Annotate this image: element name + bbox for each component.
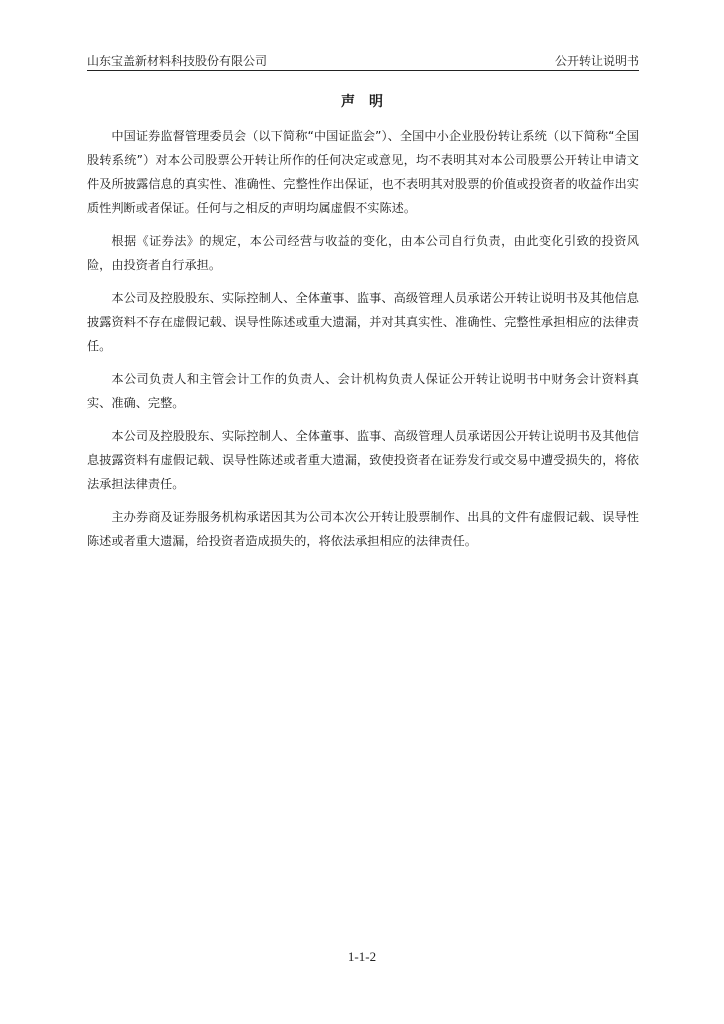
paragraph-financial-guarantee: 本公司负责人和主管会计工作的负责人、会计机构负责人保证公开转让说明书中财务会计资料真实、准确、完整。 bbox=[87, 372, 639, 410]
header-document-type: 公开转让说明书 bbox=[554, 54, 639, 68]
header-divider bbox=[87, 70, 639, 71]
paragraph-securities-law: 根据《证券法》的规定，本公司经营与收益的变化，由本公司自行负责，由此变化引致的投资风险，由投资者自行承担。 bbox=[87, 234, 639, 272]
paragraph-csrc-disclaimer: 中国证券监督管理委员会（以下简称“中国证监会”）、全国中小企业股份转让系统（以下简称“全国股转系统”）对本公司股票公开转让所作的任何决定或意见，均不表明其对本公司股票公开转让申请文件及所披露信息的真实性、准确性、完整性作出保证，也不表明其对股票的价值或投资者的收益作出实质性判断或者保证。任何与之相反的声明均属虚假不实陈述。 bbox=[87, 129, 639, 215]
page-title: 声明 bbox=[341, 94, 397, 110]
paragraph-liability-commitment: 本公司及控股股东、实际控制人、全体董事、监事、高级管理人员承诺因公开转让说明书及其他信息披露资料有虚假记载、误导性陈述或者重大遗漏，致使投资者在证券发行或交易中遭受损失的，将依法承担法律责任。 bbox=[87, 429, 639, 491]
page-header bbox=[87, 52, 639, 70]
paragraph-company-commitment: 本公司及控股股东、实际控制人、全体董事、监事、高级管理人员承诺公开转让说明书及其他信息披露资料不存在虚假记载、误导性陈述或重大遗漏，并对其真实性、准确性、完整性承担相应的法律责任。 bbox=[87, 291, 639, 353]
paragraph-broker-commitment: 主办券商及证券服务机构承诺因其为公司本次公开转让股票制作、出具的文件有虚假记载、误导性陈述或者重大遗漏，给投资者造成损失的，将依法承担相应的法律责任。 bbox=[87, 510, 639, 548]
declaration-body bbox=[87, 124, 639, 562]
page-number: 1-1-2 bbox=[347, 949, 377, 964]
header-company-name: 山东宝盖新材料科技股份有限公司 bbox=[87, 54, 268, 68]
